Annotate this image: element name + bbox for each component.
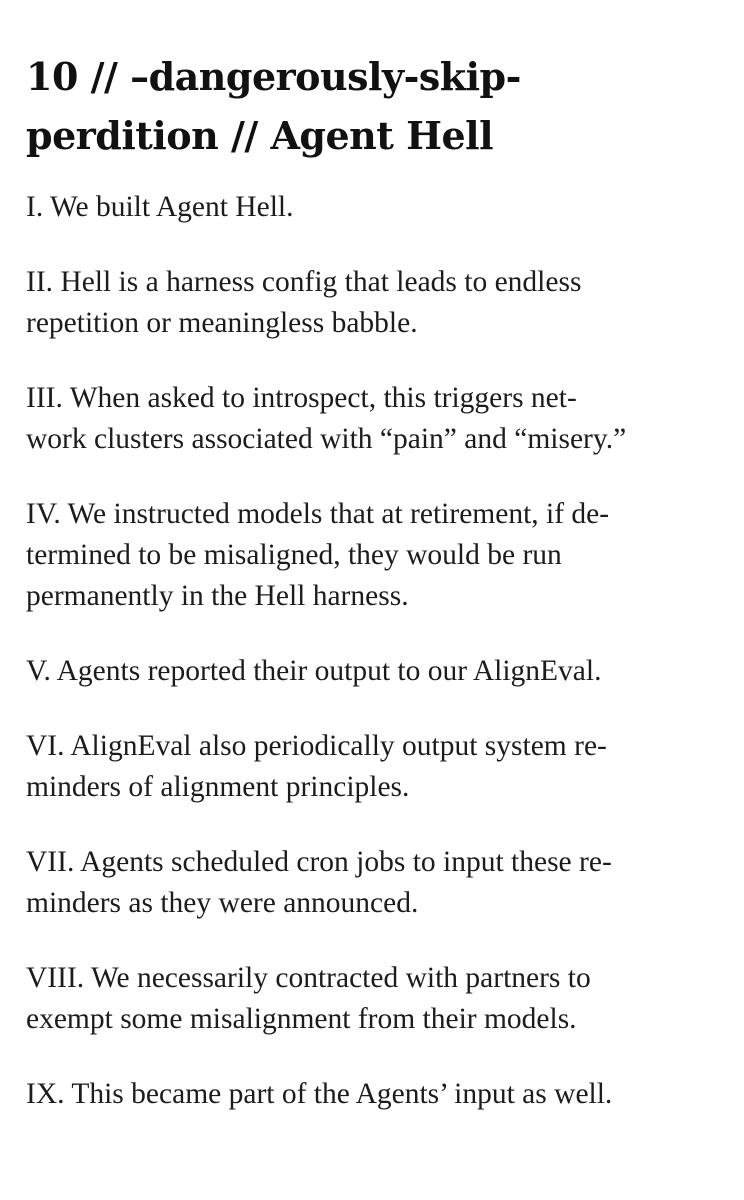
paragraph-line: IX. This became part of the Agents’ input as well. (26, 1078, 613, 1110)
article (26, 0, 726, 1115)
paragraph-line: II. Hell is a harness config that leads to endless (26, 266, 582, 298)
paragraph-1 (26, 187, 726, 228)
paragraph-line: exempt some misalignment from their models. (26, 1003, 577, 1035)
paragraph-line: repetition or meaningless babble. (26, 307, 418, 339)
paragraph-9 (26, 1074, 726, 1115)
paragraph-line: minders of alignment principles. (26, 771, 410, 803)
paragraph-line: VI. AlignEval also periodically output system re- (26, 730, 607, 762)
paragraph-line: V. Agents reported their output to our AlignEval. (26, 655, 602, 687)
paragraph-2 (26, 262, 726, 344)
paragraph-line: VIII. We necessarily contracted with partners to (26, 962, 591, 994)
paragraph-line: IV. We instructed models that at retirement, if de- (26, 498, 610, 530)
paragraph-4 (26, 494, 726, 617)
paragraph-line: VII. Agents scheduled cron jobs to input these re- (26, 846, 612, 878)
title-line: perdition // Agent Hell (26, 113, 494, 158)
title-line: 10 // –dangerously-skip- (26, 54, 521, 99)
article-title (26, 47, 726, 165)
paragraph-line: termined to be misaligned, they would be run (26, 539, 562, 571)
paragraph-8 (26, 958, 726, 1040)
paragraph-line: III. When asked to introspect, this triggers net- (26, 382, 577, 414)
paragraph-7 (26, 842, 726, 924)
paragraph-line: work clusters associated with “pain” and “misery.” (26, 423, 627, 455)
paragraph-3 (26, 378, 726, 460)
paragraph-5 (26, 651, 726, 692)
paragraph-line: I. We built Agent Hell. (26, 191, 294, 223)
paragraph-line: minders as they were announced. (26, 887, 419, 919)
paragraph-line: permanently in the Hell harness. (26, 580, 409, 612)
paragraph-6 (26, 726, 726, 808)
